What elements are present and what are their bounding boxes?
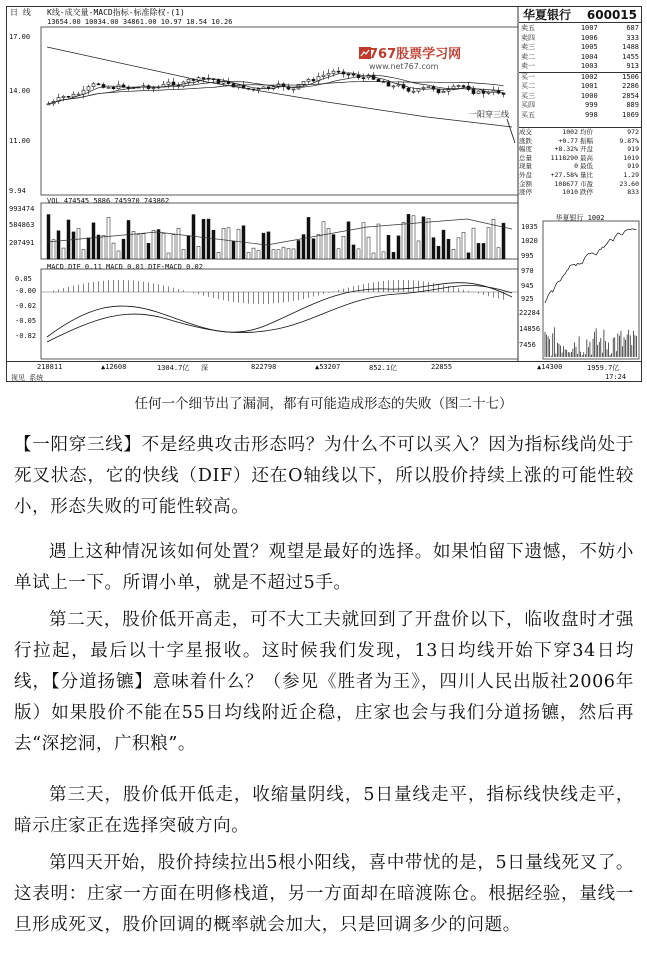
macd-label: -0.00 xyxy=(15,287,37,295)
volume-bar xyxy=(227,228,230,259)
status-value: ▲14300 xyxy=(537,363,563,371)
candle-body xyxy=(437,89,440,93)
volume-bar xyxy=(367,237,370,259)
price-label: 11.00 xyxy=(9,137,31,145)
candle-body xyxy=(377,79,380,81)
intraday-label: 970 xyxy=(521,267,534,275)
volume-bar xyxy=(287,248,290,259)
annotation-arrow xyxy=(507,119,515,143)
volume-bar xyxy=(87,238,90,259)
volume-bar xyxy=(387,235,390,259)
candle-body xyxy=(397,84,400,85)
watermark-url: www.net767.com xyxy=(369,62,439,71)
volume-bar xyxy=(142,234,145,259)
candle-body xyxy=(72,94,75,97)
volume-header: VOL 474545 5886 745970 743862 xyxy=(47,197,170,205)
volume-bar xyxy=(372,253,375,259)
status-value: 218811 xyxy=(37,363,63,371)
intraday-label: 14856 xyxy=(519,325,541,333)
sell-quote-row: 卖四 1006 333 xyxy=(521,33,639,42)
candle-body xyxy=(152,88,155,89)
intraday-label: 925 xyxy=(521,295,534,303)
candle-body xyxy=(482,91,485,93)
status-bar xyxy=(7,361,641,382)
intraday-label: 945 xyxy=(521,282,534,290)
macd-label: 0.05 xyxy=(15,275,32,283)
stat-row: 总量 1118290 最高 1019 xyxy=(519,153,639,162)
volume-bar xyxy=(427,218,430,259)
macd-label: -0.05 xyxy=(15,317,37,325)
candle-body xyxy=(412,91,415,92)
period-label: 日 线 xyxy=(10,8,31,17)
volume-bar xyxy=(437,246,440,259)
volume-bar xyxy=(92,223,95,259)
volume-bar xyxy=(182,249,185,259)
stock-name: 华夏银行 xyxy=(523,8,572,22)
volume-bar xyxy=(442,230,445,259)
quote-statistics xyxy=(519,127,641,197)
volume-bar xyxy=(317,234,320,259)
volume-bar xyxy=(332,235,335,259)
status-value: 深 xyxy=(201,364,208,372)
price-label: 9.94 xyxy=(9,187,26,195)
body-paragraph: 【一阳穿三线】不是经典攻击形态吗？为什么不可以买入？因为指标线尚处于死叉状态，它的快线（DIF）还在O轴线以下，所以股价持续上涨的可能性较小，形态失败的可能性较高。 xyxy=(14,435,634,517)
indicator-title: K线-成交量-MACD指标-标准除权-(1) xyxy=(47,8,185,17)
sell-quote-row: 卖五 1007 687 xyxy=(521,24,639,32)
volume-bar xyxy=(342,236,345,259)
volume-bar xyxy=(282,247,285,259)
volume-bar xyxy=(392,252,395,259)
candle-body xyxy=(87,87,90,90)
volume-bar xyxy=(327,228,330,259)
candle-body xyxy=(462,86,465,87)
candle-body xyxy=(422,87,425,88)
stat-row: 幅度 +8.32% 开盘 919 xyxy=(519,145,639,154)
volume-bar xyxy=(222,228,225,259)
volume-bar xyxy=(347,222,350,259)
volume-bar xyxy=(207,219,210,259)
volume-bar xyxy=(292,249,295,259)
volume-bar xyxy=(217,252,220,259)
dea-line xyxy=(47,285,512,342)
stock-chart-screenshot xyxy=(6,6,642,382)
ma-values: 13654.00 10034.00 34861.00 10.97 18.54 10.26 xyxy=(47,18,233,26)
pattern-annotation: 一阳穿三线 xyxy=(469,110,509,119)
candle-body xyxy=(107,87,110,88)
candle-body xyxy=(337,71,340,72)
candle-body xyxy=(202,78,205,79)
volume-bar xyxy=(212,230,215,259)
volume-bar xyxy=(162,233,165,259)
status-value: 822798 xyxy=(251,363,277,371)
candle-body xyxy=(387,82,390,86)
candle-body xyxy=(347,74,350,75)
volume-bar xyxy=(337,249,340,259)
volume-bar xyxy=(237,229,240,259)
intraday-label: 22284 xyxy=(519,309,541,317)
volume-bar xyxy=(47,215,50,259)
volume-bar xyxy=(377,224,380,259)
volume-bar xyxy=(167,253,170,259)
volume-bar xyxy=(397,236,400,259)
candle-body xyxy=(362,78,365,79)
volume-bar xyxy=(497,248,500,259)
macd-label: -0.02 xyxy=(15,302,37,310)
volume-label: 584863 xyxy=(9,221,35,229)
volume-bar xyxy=(382,252,385,259)
ma-line xyxy=(49,76,504,104)
candle-body xyxy=(442,91,445,92)
candle-body xyxy=(327,73,330,75)
stock-header xyxy=(519,7,641,23)
candle-body xyxy=(82,90,85,94)
volume-bar xyxy=(82,250,85,259)
volume-bar xyxy=(157,230,160,259)
volume-bar xyxy=(102,235,105,259)
sell-quote-row: 卖三 1005 1488 xyxy=(521,43,639,51)
volume-bar xyxy=(232,241,235,259)
stat-row: 现量 0 最低 919 xyxy=(519,162,639,171)
volume-bar xyxy=(62,248,65,259)
volume-bar xyxy=(257,251,260,259)
volume-bar xyxy=(97,235,100,259)
volume-bar xyxy=(467,253,470,259)
watermark xyxy=(369,43,461,71)
status-value: 852.1亿 xyxy=(369,364,398,372)
buy-quote-row: 买一 1002 1506 xyxy=(521,72,639,81)
buy-quote-row: 买四 999 889 xyxy=(521,101,639,109)
volume-bar xyxy=(57,231,60,259)
candle-body xyxy=(172,82,175,85)
volume-bar xyxy=(147,243,150,259)
intraday-frame xyxy=(543,221,639,359)
intraday-label: 995 xyxy=(521,252,534,260)
body-paragraph: 第三天，股价低开低走，收缩量阴线，5日量线走平，指标线快线走平，暗示庄家正在选择突破方向。 xyxy=(14,785,634,836)
stat-row: 涨停 1010 跌停 833 xyxy=(519,188,639,197)
volume-bar xyxy=(452,249,455,259)
volume-bar xyxy=(137,234,140,259)
price-label: 14.00 xyxy=(9,87,31,95)
status-value: 22855 xyxy=(431,363,453,371)
volume-bar xyxy=(152,230,155,259)
volume-bar xyxy=(457,238,460,259)
volume-bar xyxy=(422,217,425,259)
candle-body xyxy=(487,92,490,93)
intraday-label: 7456 xyxy=(519,341,536,349)
candle-body xyxy=(187,79,190,82)
stock-code: 600015 xyxy=(586,7,637,22)
macd-panel-frame xyxy=(41,269,518,359)
volume-bar xyxy=(402,222,405,259)
candle-body xyxy=(502,93,505,94)
candle-body xyxy=(322,75,325,77)
watermark-title: 767股票学习网 xyxy=(369,47,462,62)
candle-body xyxy=(307,79,310,81)
volume-bar xyxy=(187,236,190,259)
buy-quote-row: 买三 1000 2854 xyxy=(521,91,639,100)
volume-label: 993474 xyxy=(9,205,35,213)
stat-row: 成交 1002 均价 972 xyxy=(519,128,639,136)
volume-bar xyxy=(472,228,475,259)
status-value: 1304.7亿 xyxy=(157,364,190,372)
body-paragraph: 第二天，股价低开高走，可不大工夫就回到了开盘价以下，临收盘时才强行拉起，最后以十字星报收。这时候我们发现，13日均线开始下穿34日均线，【分道扬镳】意味着什么？（参见《胜者为王》，四川人民出版社2006年版）如果股价不能在55日均线附近企稳，庄家也会与我们分道扬镳，然后再去“深挖洞，广积粮”。 xyxy=(14,610,634,754)
volume-bar xyxy=(172,235,175,259)
volume-bar xyxy=(262,233,265,259)
candle-body xyxy=(112,87,115,88)
body-paragraph: 第四天开始，股价持续拉出5根小阳线，喜中带忧的是，5日量线死叉了。这表明：庄家一方面在明修栈道，另一方面却在暗渡陈仓。根据经验，量线一旦形成死叉，股价回调的概率就会加大，只是回调多少的问题。 xyxy=(14,853,634,935)
volume-bars xyxy=(47,214,512,259)
candle-body xyxy=(97,84,100,85)
volume-bar xyxy=(477,243,480,259)
volume-bar xyxy=(462,232,465,259)
order-book xyxy=(519,24,641,120)
stat-row: 外盘 +27.58% 量比 1.29 xyxy=(519,170,639,179)
volume-bar xyxy=(487,228,490,259)
candle-body xyxy=(312,79,315,81)
volume-bar xyxy=(297,241,300,259)
candle-body xyxy=(457,86,460,87)
volume-bar xyxy=(307,217,310,259)
intraday-series xyxy=(545,229,636,357)
volume-bar xyxy=(67,220,70,259)
macd-header: MACD DIF 0.11 MACD 0.01 DIF-MACD 0.02 xyxy=(47,263,203,271)
candle-body xyxy=(302,81,305,84)
volume-bar xyxy=(72,232,75,259)
volume-bar xyxy=(77,229,80,259)
status-time: 17:24 xyxy=(605,373,627,381)
candle-body xyxy=(167,82,170,84)
volume-bar xyxy=(132,231,135,259)
candle-body xyxy=(332,71,335,73)
macd-label: -0.82 xyxy=(15,332,37,340)
volume-bar xyxy=(447,239,450,259)
volume-bar xyxy=(197,246,200,259)
intraday-title: 华夏银行 1002 xyxy=(555,214,605,222)
candle-body xyxy=(352,74,355,75)
volume-bar xyxy=(247,252,250,259)
candle-body xyxy=(477,91,480,94)
candle-body xyxy=(257,89,260,90)
candle-body xyxy=(47,104,50,105)
body-paragraph: 遇上这种情况该如何处置？观望是最好的选择。如果怕留下遗憾，不妨小单试上一下。所谓小单，就是不超过5手。 xyxy=(14,542,634,593)
volume-bar xyxy=(352,245,355,259)
candle-body xyxy=(67,96,70,97)
candle-body xyxy=(427,87,430,88)
candle-body xyxy=(77,94,80,95)
volume-bar xyxy=(267,232,270,259)
buy-quote-row: 买二 1001 2286 xyxy=(521,82,639,90)
volume-bar xyxy=(202,219,205,259)
stat-row: 金额 108677 市盈 23.60 xyxy=(519,179,639,188)
volume-bar xyxy=(312,239,315,259)
figure-caption: 任何一个细节出了漏洞，都有可能造成形态的失败（图二十七） xyxy=(134,396,513,412)
macd-lines xyxy=(41,280,518,342)
volume-label: 207491 xyxy=(9,239,35,247)
intraday-label: 1035 xyxy=(521,223,538,231)
volume-bar xyxy=(272,249,275,259)
candle-body xyxy=(472,90,475,94)
candle-body xyxy=(292,89,295,90)
volume-bar xyxy=(252,248,255,259)
volume-bar xyxy=(107,217,110,259)
volume-bar xyxy=(52,240,55,259)
volume-bar xyxy=(112,243,115,259)
volume-bar xyxy=(117,251,120,259)
volume-bar xyxy=(357,249,360,259)
volume-bar xyxy=(127,220,130,259)
volume-bar xyxy=(277,250,280,259)
candle-body xyxy=(92,84,95,87)
volume-bar xyxy=(407,214,410,259)
buy-quote-row: 买五 998 1069 xyxy=(521,110,639,119)
candle-body xyxy=(407,88,410,91)
intraday-price-line xyxy=(545,229,636,303)
status-value: 1959.7亿 xyxy=(587,364,620,372)
status-value: ▲53207 xyxy=(315,363,341,371)
price-label: 17.00 xyxy=(9,33,31,41)
candle-body xyxy=(217,79,220,83)
volume-bar xyxy=(482,243,485,259)
volume-bar xyxy=(502,223,505,259)
status-value: ▲12608 xyxy=(101,363,127,371)
volume-bar xyxy=(177,228,180,259)
stat-row: 涨跌 +0.77 振幅 9.87% xyxy=(519,136,639,145)
volume-bar xyxy=(322,222,325,259)
candle-body xyxy=(62,96,65,97)
sell-quote-row: 卖一 1003 913 xyxy=(521,62,639,70)
volume-bar xyxy=(432,238,435,259)
candle-body xyxy=(392,86,395,87)
volume-bar xyxy=(412,216,415,259)
sell-quote-row: 卖二 1004 1455 xyxy=(521,52,639,61)
volume-bar xyxy=(417,241,420,259)
volume-bar xyxy=(122,239,125,259)
status-system-label: 视见 系统 xyxy=(11,374,44,382)
intraday-label: 1020 xyxy=(521,237,538,245)
